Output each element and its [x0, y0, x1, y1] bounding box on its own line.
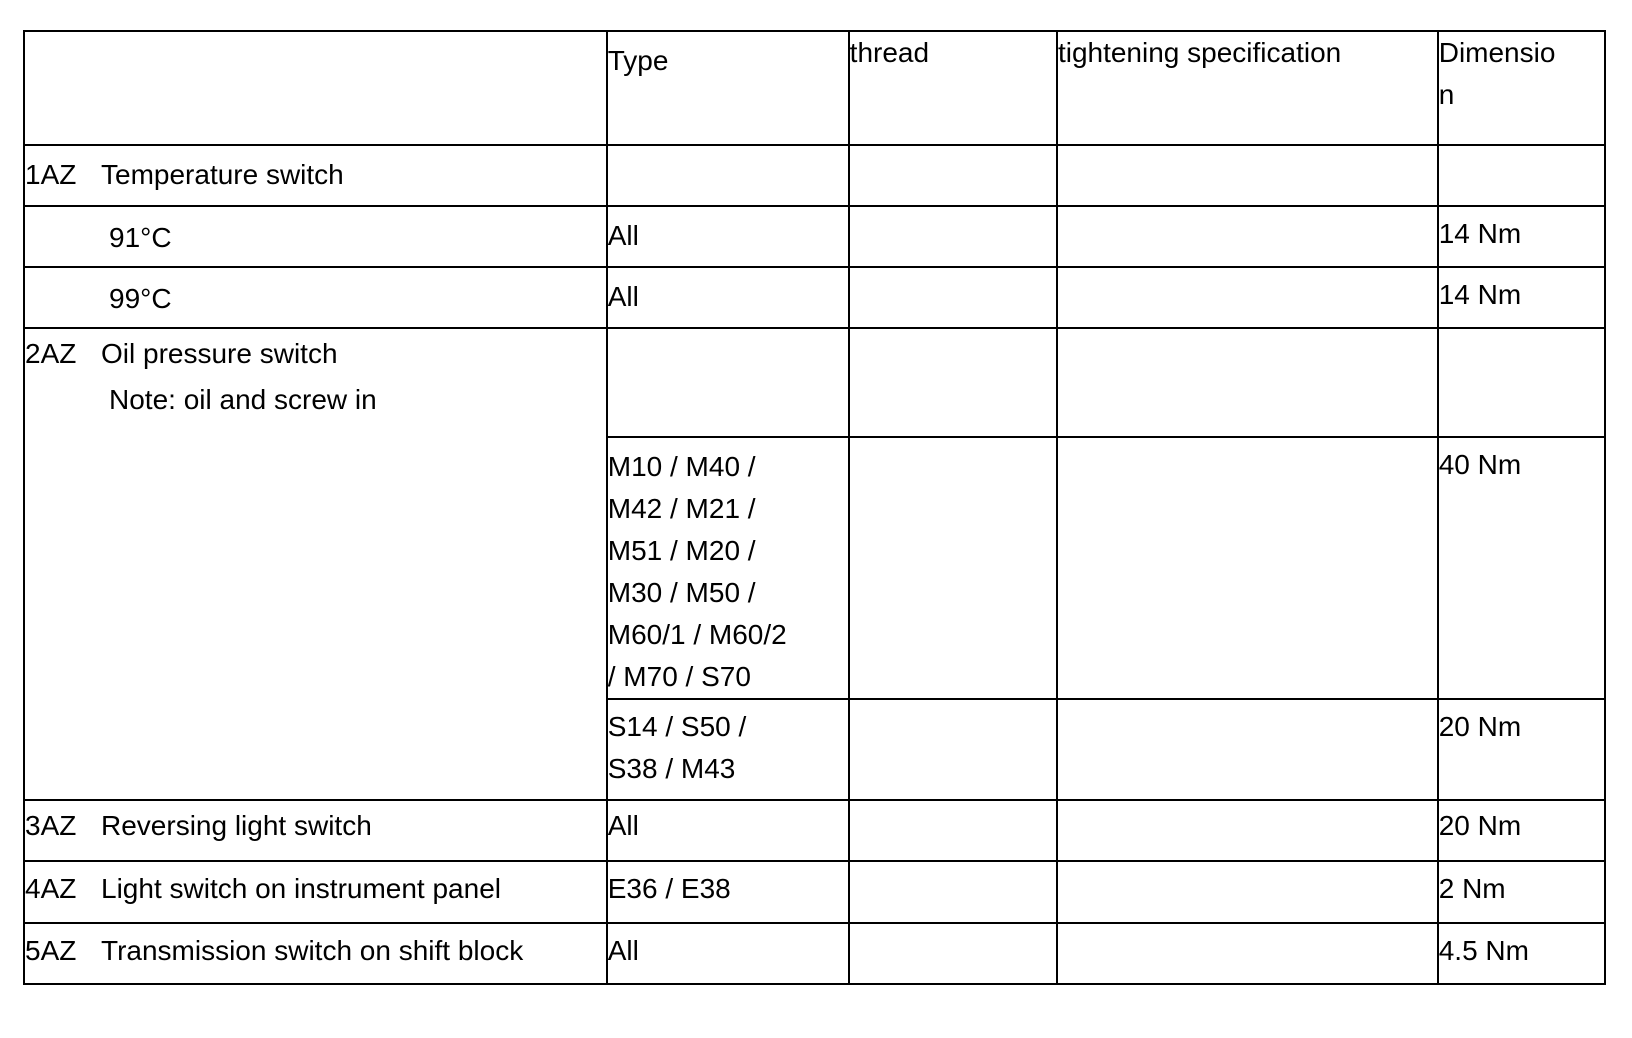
- thread-cell: [849, 267, 1057, 328]
- tightening-cell: [1057, 800, 1438, 861]
- type-cell: All: [607, 923, 849, 984]
- type-cell: [607, 328, 849, 437]
- type-cell: [607, 437, 849, 699]
- row-code: 2AZ: [25, 338, 77, 369]
- tightening-cell: [1057, 206, 1438, 267]
- thread-cell: [849, 923, 1057, 984]
- thread-cell: [849, 861, 1057, 923]
- dimension-cell: 4.5 Nm: [1438, 923, 1605, 984]
- dimension-cell: [1438, 145, 1605, 206]
- dimension-cell: 2 Nm: [1438, 861, 1605, 923]
- header-row: [24, 31, 1605, 145]
- row-note: Note: oil and screw in: [109, 384, 377, 415]
- table-row: [24, 800, 1605, 861]
- thread-cell: [849, 145, 1057, 206]
- row-label-text: Light switch on instrument panel: [101, 873, 501, 904]
- dimension-cell: 14 Nm: [1438, 267, 1605, 328]
- header-thread: thread: [849, 31, 1057, 145]
- spec-table: [23, 30, 1606, 985]
- type-line: M60/1 / M60/2: [607, 619, 787, 650]
- header-dimension-line2: n: [1438, 79, 1455, 110]
- tightening-cell: [1057, 145, 1438, 206]
- row-label: [24, 800, 607, 861]
- dimension-cell: 40 Nm: [1438, 437, 1605, 699]
- row-label: [24, 923, 607, 984]
- row-code: 3AZ: [25, 810, 77, 841]
- tightening-cell: [1057, 699, 1438, 800]
- row-code: 5AZ: [25, 935, 77, 966]
- table-row: [24, 923, 1605, 984]
- header-tightening-specification: tightening specification: [1057, 31, 1438, 145]
- table-row: [24, 328, 1605, 437]
- table-row: [24, 267, 1605, 328]
- header-dimension: [1438, 31, 1605, 145]
- thread-cell: [849, 699, 1057, 800]
- type-line: S14 / S50 /: [607, 711, 747, 742]
- row-label-text: 91°C: [109, 222, 172, 253]
- type-cell: E36 / E38: [607, 861, 849, 923]
- row-label: [24, 267, 607, 328]
- type-cell: [607, 699, 849, 800]
- row-label-text: 99°C: [109, 283, 172, 314]
- dimension-cell: 14 Nm: [1438, 206, 1605, 267]
- table-row: [24, 145, 1605, 206]
- tightening-cell: [1057, 437, 1438, 699]
- dimension-cell: 20 Nm: [1438, 800, 1605, 861]
- type-line: M42 / M21 /: [607, 493, 756, 524]
- type-cell: All: [607, 206, 849, 267]
- type-line: M30 / M50 /: [607, 577, 756, 608]
- row-code: 1AZ: [25, 159, 77, 190]
- type-line: S38 / M43: [607, 753, 736, 784]
- row-label: [24, 145, 607, 206]
- row-label: [24, 861, 607, 923]
- thread-cell: [849, 328, 1057, 437]
- type-line: M10 / M40 /: [607, 451, 756, 482]
- thread-cell: [849, 206, 1057, 267]
- type-line: M51 / M20 /: [607, 535, 756, 566]
- dimension-cell: 20 Nm: [1438, 699, 1605, 800]
- row-label: [24, 328, 607, 800]
- dimension-cell: [1438, 328, 1605, 437]
- type-cell: All: [607, 267, 849, 328]
- thread-cell: [849, 800, 1057, 861]
- tightening-cell: [1057, 328, 1438, 437]
- type-cell: All: [607, 800, 849, 861]
- header-empty-cell: [24, 31, 607, 145]
- thread-cell: [849, 437, 1057, 699]
- table-row: [24, 861, 1605, 923]
- type-line: / M70 / S70: [607, 661, 751, 692]
- header-dimension-line1: Dimensio: [1438, 37, 1556, 68]
- row-label-text: Reversing light switch: [101, 810, 372, 841]
- tightening-cell: [1057, 923, 1438, 984]
- row-label-text: Oil pressure switch: [101, 338, 338, 369]
- row-label: [24, 206, 607, 267]
- type-cell: [607, 145, 849, 206]
- row-code: 4AZ: [25, 873, 77, 904]
- row-label-text: Transmission switch on shift block: [101, 935, 524, 966]
- row-label-text: Temperature switch: [101, 159, 344, 190]
- header-type: Type: [607, 31, 849, 145]
- tightening-cell: [1057, 861, 1438, 923]
- tightening-cell: [1057, 267, 1438, 328]
- table-row: [24, 206, 1605, 267]
